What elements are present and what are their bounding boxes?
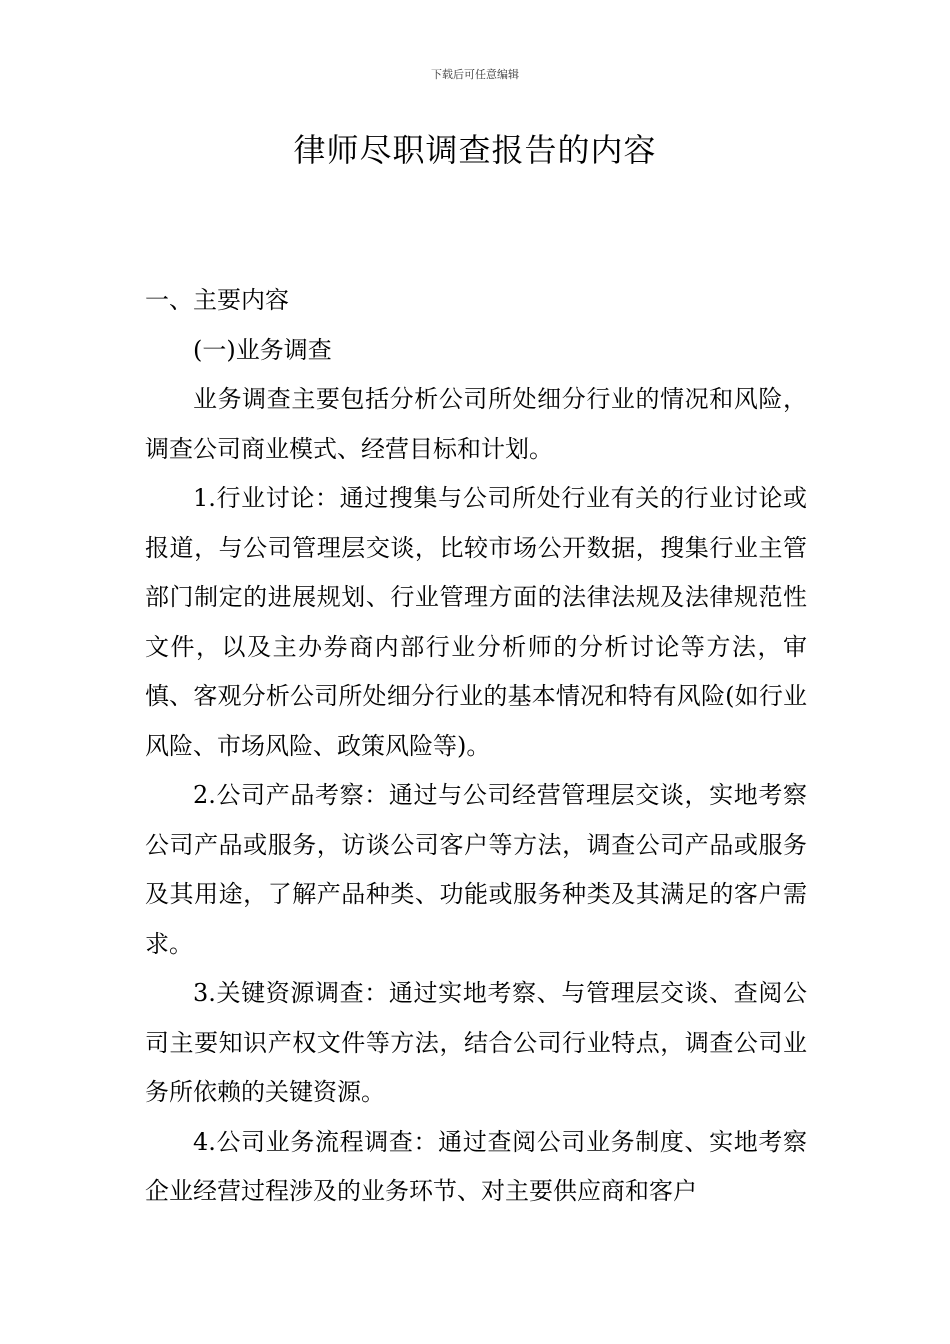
body-paragraph: 1.行业讨论：通过搜集与公司所处行业有关的行业讨论或报道，与公司管理层交谈，比较市场公开数据，搜集行业主管部门制定的进展规划、行业管理方面的法律法规及法律规范性文件，以及主办券商内部行业分析师的分析讨论等方法，审慎、客观分析公司所处细分行业的基本情况和特有风险(如行业风险、市场风险、政策风险等)。 [145, 484, 807, 760]
document-body [145, 276, 807, 1217]
body-paragraph: 2.公司产品考察：通过与公司经营管理层交谈，实地考察公司产品或服务，访谈公司客户等方法，调查公司产品或服务及其用途，了解产品种类、功能或服务种类及其满足的客户需求。 [145, 781, 807, 958]
body-paragraph: 业务调查主要包括分析公司所处细分行业的情况和风险，调查公司商业模式、经营目标和计划。 [145, 385, 807, 463]
header-note: 下载后可任意编辑 [431, 68, 519, 81]
document-title: 律师尽职调查报告的内容 [293, 131, 657, 169]
body-paragraph: 4.公司业务流程调查：通过查阅公司业务制度、实地考察企业经营过程涉及的业务环节、对主要供应商和客户 [145, 1127, 807, 1205]
subsection-heading: (一)业务调查 [193, 335, 332, 364]
section-heading: 一、主要内容 [145, 286, 289, 314]
body-paragraph: 3.关键资源调查：通过实地考察、与管理层交谈、查阅公司主要知识产权文件等方法，结合公司行业特点，调查公司业务所依赖的关键资源。 [145, 979, 807, 1106]
